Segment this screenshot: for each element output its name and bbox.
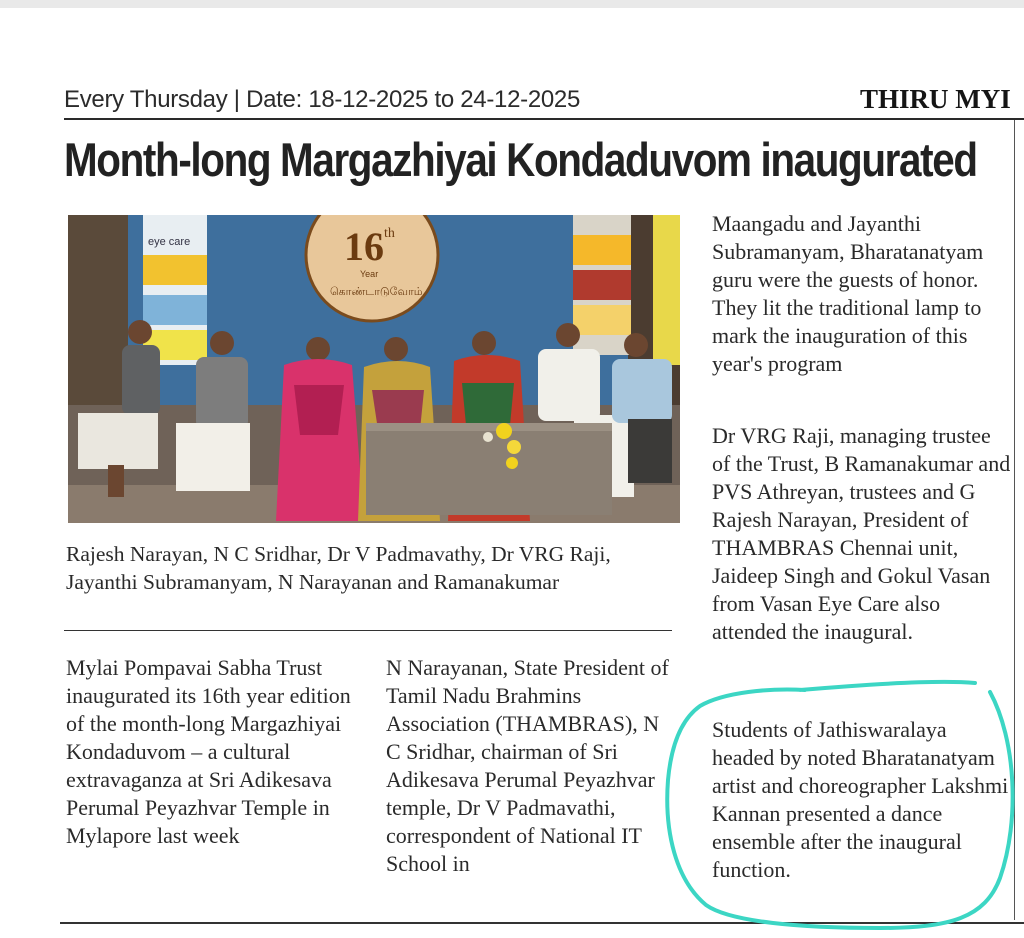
banner-caption: கொண்டாடுவோம் — [330, 285, 423, 298]
dateline: Every Thursday | Date: 18-12-2025 to 24-12-2025 — [64, 86, 581, 113]
banner-number: 16 — [344, 224, 384, 269]
paragraph: Maangadu and Jayanthi Subramanyam, Bharatanatyam guru were the guests of honor. They lit the traditional lamp to mark the inauguration of this year's program — [712, 211, 984, 376]
paragraph: Students of Jathiswaralaya headed by noted Bharatanatyam artist and choreographer Lakshmi Kannan presented a dance ensemble after the inaugural function. — [712, 717, 1009, 882]
caption-rule — [64, 630, 672, 631]
banner-year: Year — [360, 269, 379, 279]
sponsor-board-text: eye care — [148, 236, 191, 248]
article-photo — [68, 215, 680, 523]
paragraph: N Narayanan, State President of Tamil Nadu Brahmins Association (THAMBRAS), N C Sridhar, chairman of Sri Adikesava Perumal Peyazhvar temple, Dr V Padmavathi, correspondent of National IT School in — [386, 655, 669, 876]
column-divider — [1014, 120, 1015, 920]
paragraph: Mylai Pompavai Sabha Trust inaugurated its 16th year edition of the month-long Margazhiyai Kondaduvom – a cultural extravaganza at Sri Adikesava Perumal Peyazhvar Temple in Mylapore last week — [66, 655, 351, 848]
page-title: Month-long Margazhiyai Kondaduvom inaugurated — [64, 133, 977, 186]
photo-caption: Rajesh Narayan, N C Sridhar, Dr V Padmavathy, Dr VRG Raji, Jayanthi Subramanyam, N Narayanan and Ramanakumar — [66, 542, 611, 594]
bottom-rule — [60, 922, 1024, 924]
header-rule — [64, 118, 1024, 120]
paragraph: Dr VRG Raji, managing trustee of the Trust, B Ramanakumar and PVS Athreyan, trustees and G Rajesh Narayan, President of THAMBRAS Chennai unit, Jaideep Singh and Gokul Vasan from Vasan Eye Care also attended the inaugural. — [712, 423, 1011, 644]
banner-sup: th — [384, 226, 395, 241]
article-column-3-part-1 — [712, 210, 1012, 378]
article-column-1 — [66, 654, 366, 850]
photo-illustration — [68, 215, 680, 523]
article-column-2 — [386, 654, 676, 878]
article-column-3-part-3 — [712, 716, 1012, 884]
article-column-3-part-2 — [712, 422, 1012, 646]
top-band — [0, 0, 1024, 8]
masthead: THIRU MYI — [860, 84, 1011, 114]
